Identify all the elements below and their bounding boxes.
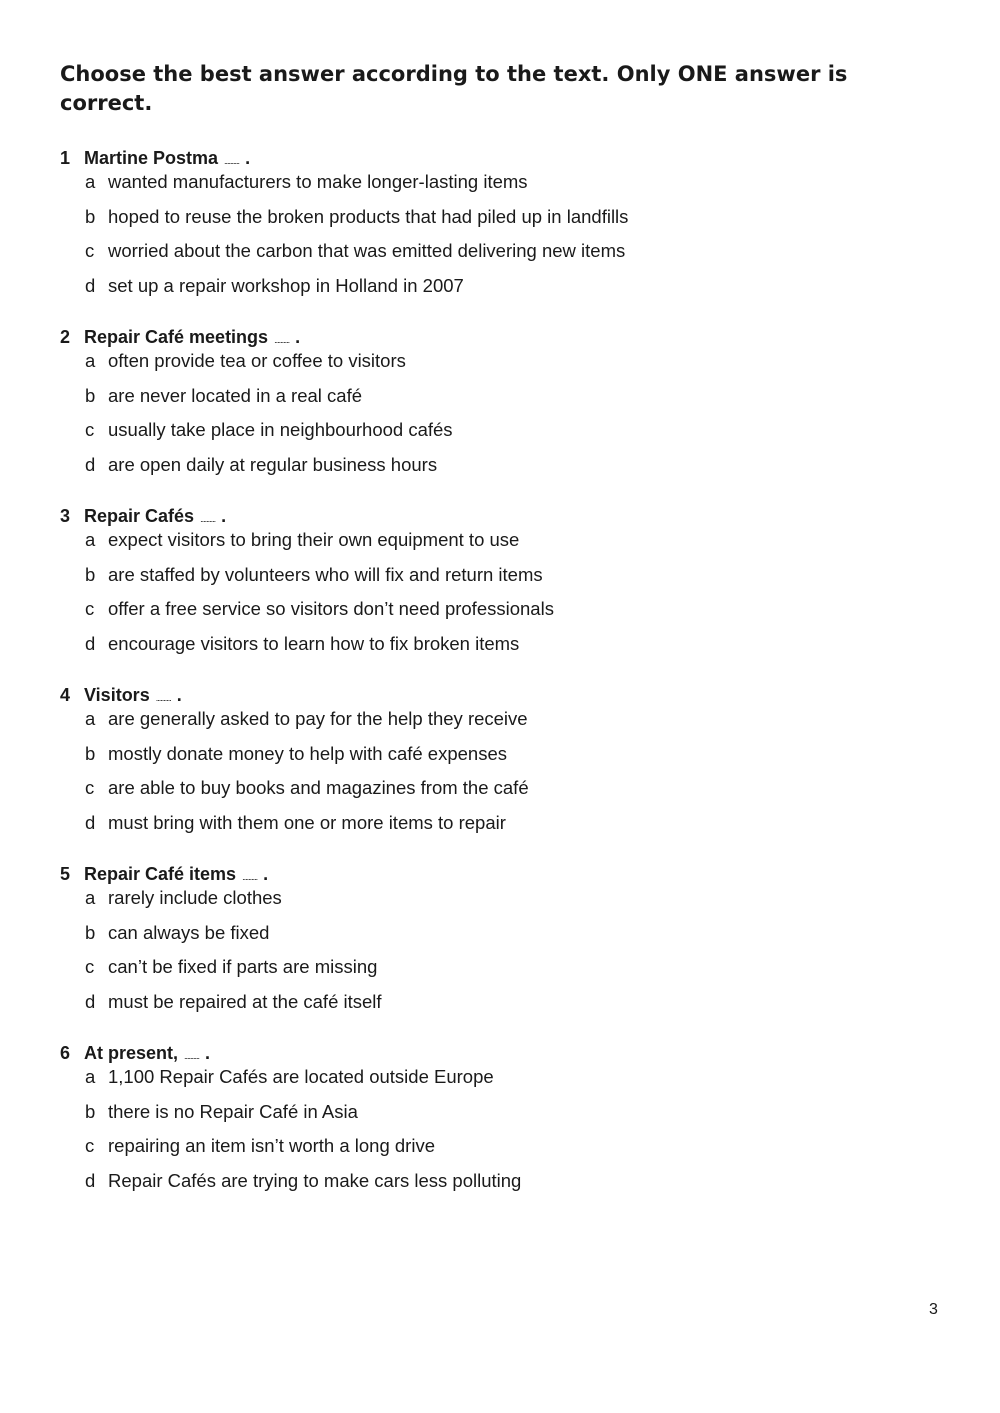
question-period: . (176, 685, 182, 705)
answer-gap[interactable]: .......... (242, 872, 258, 882)
option-c[interactable] (60, 1135, 940, 1170)
question-number: 5 (60, 864, 71, 884)
option-letter: b (85, 384, 96, 406)
option-text: are never located in a real café (108, 384, 363, 406)
option-text: are generally asked to pay for the help they receive (108, 708, 528, 729)
question-stem (60, 326, 940, 350)
option-letter: d (85, 632, 96, 654)
question-stem (60, 684, 940, 708)
option-d[interactable] (60, 454, 940, 489)
option-letter: d (85, 274, 96, 296)
answer-gap[interactable]: .......... (184, 1051, 200, 1061)
question-1 (60, 147, 940, 309)
option-text: rarely include clothes (108, 887, 282, 908)
answer-gap[interactable]: .......... (200, 514, 216, 524)
option-text: wanted manufacturers to make longer-lasting items (108, 171, 528, 192)
option-text: Repair Cafés are trying to make cars less polluting (108, 1169, 522, 1191)
option-text: there is no Repair Café in Asia (108, 1100, 358, 1122)
option-letter: b (85, 742, 96, 764)
option-letter: a (85, 708, 96, 729)
question-text: Repair Café items (84, 864, 237, 884)
question-period: . (295, 327, 301, 347)
option-b[interactable] (60, 743, 940, 778)
option-c[interactable] (60, 240, 940, 275)
option-text: repairing an item isn’t worth a long drive (108, 1135, 435, 1157)
question-2 (60, 326, 940, 488)
option-letter: b (85, 921, 96, 943)
option-d[interactable] (60, 812, 940, 847)
option-text: worried about the carbon that was emitted delivering new items (108, 240, 626, 262)
option-letter: a (85, 350, 96, 371)
instructions-heading: Choose the best answer according to the text. Only ONE answer is correct. (60, 62, 848, 115)
option-a[interactable] (60, 1066, 940, 1101)
option-b[interactable] (60, 385, 940, 420)
question-stem (60, 1042, 940, 1066)
option-b[interactable] (60, 922, 940, 957)
answer-gap[interactable]: .......... (155, 693, 171, 703)
option-text: set up a repair workshop in Holland in 2007 (108, 274, 464, 296)
option-letter: a (85, 171, 96, 192)
option-c[interactable] (60, 598, 940, 633)
option-letter: b (85, 563, 96, 585)
option-text: offer a free service so visitors don’t need professionals (108, 598, 554, 620)
question-5 (60, 863, 940, 1025)
option-text: are able to buy books and magazines from the café (108, 777, 529, 799)
question-text: At present, (84, 1043, 179, 1063)
option-text: encourage visitors to learn how to fix broken items (108, 632, 520, 654)
option-a[interactable] (60, 887, 940, 922)
option-d[interactable] (60, 1170, 940, 1205)
question-4 (60, 684, 940, 846)
option-c[interactable] (60, 956, 940, 991)
option-letter: a (85, 529, 96, 550)
question-text: Martine Postma (84, 148, 219, 168)
option-text: 1,100 Repair Cafés are located outside Europe (108, 1066, 494, 1087)
question-period: . (205, 1043, 211, 1063)
question-number: 4 (60, 685, 71, 705)
question-3 (60, 505, 940, 667)
question-stem (60, 863, 940, 887)
option-a[interactable] (60, 350, 940, 385)
option-text: must bring with them one or more items to repair (108, 811, 506, 833)
option-d[interactable] (60, 991, 940, 1026)
question-stem (60, 505, 940, 529)
question-text: Visitors (84, 685, 150, 705)
option-letter: a (85, 1066, 96, 1087)
option-letter: c (85, 1135, 95, 1157)
option-letter: b (85, 205, 96, 227)
option-letter: c (85, 240, 95, 262)
option-letter: d (85, 990, 96, 1012)
question-text: Repair Café meetings (84, 327, 269, 347)
option-text: are open daily at regular business hours (108, 453, 438, 475)
option-letter: a (85, 887, 96, 908)
option-a[interactable] (60, 708, 940, 743)
option-d[interactable] (60, 633, 940, 668)
option-text: can always be fixed (108, 921, 270, 943)
question-6 (60, 1042, 940, 1204)
option-text: can’t be fixed if parts are missing (108, 956, 378, 978)
option-a[interactable] (60, 171, 940, 206)
answer-gap[interactable]: .......... (274, 335, 290, 345)
option-text: are staffed by volunteers who will fix and return items (108, 563, 543, 585)
option-letter: d (85, 453, 96, 475)
option-text: expect visitors to bring their own equipment to use (108, 529, 520, 550)
option-text: mostly donate money to help with café expenses (108, 742, 508, 764)
question-number: 6 (60, 1043, 71, 1063)
option-text: usually take place in neighbourhood cafés (108, 419, 453, 441)
question-number: 1 (60, 148, 71, 168)
option-letter: b (85, 1100, 96, 1122)
option-c[interactable] (60, 777, 940, 812)
option-c[interactable] (60, 419, 940, 454)
question-stem (60, 147, 940, 171)
question-number: 3 (60, 506, 71, 526)
option-letter: c (85, 777, 95, 799)
page-number: 3 (929, 1301, 938, 1318)
option-b[interactable] (60, 564, 940, 599)
question-period: . (221, 506, 227, 526)
option-letter: d (85, 1169, 96, 1191)
option-letter: d (85, 811, 96, 833)
option-text: must be repaired at the café itself (108, 990, 382, 1012)
option-letter: c (85, 419, 95, 441)
answer-gap[interactable]: .......... (224, 156, 240, 166)
option-b[interactable] (60, 1101, 940, 1136)
option-d[interactable] (60, 275, 940, 310)
question-number: 2 (60, 327, 71, 347)
option-b[interactable] (60, 206, 940, 241)
option-letter: c (85, 956, 95, 978)
option-letter: c (85, 598, 95, 620)
option-a[interactable] (60, 529, 940, 564)
question-text: Repair Cafés (84, 506, 195, 526)
question-period: . (245, 148, 251, 168)
option-text: hoped to reuse the broken products that had piled up in landfills (108, 205, 629, 227)
option-text: often provide tea or coffee to visitors (108, 350, 406, 371)
question-period: . (263, 864, 269, 884)
